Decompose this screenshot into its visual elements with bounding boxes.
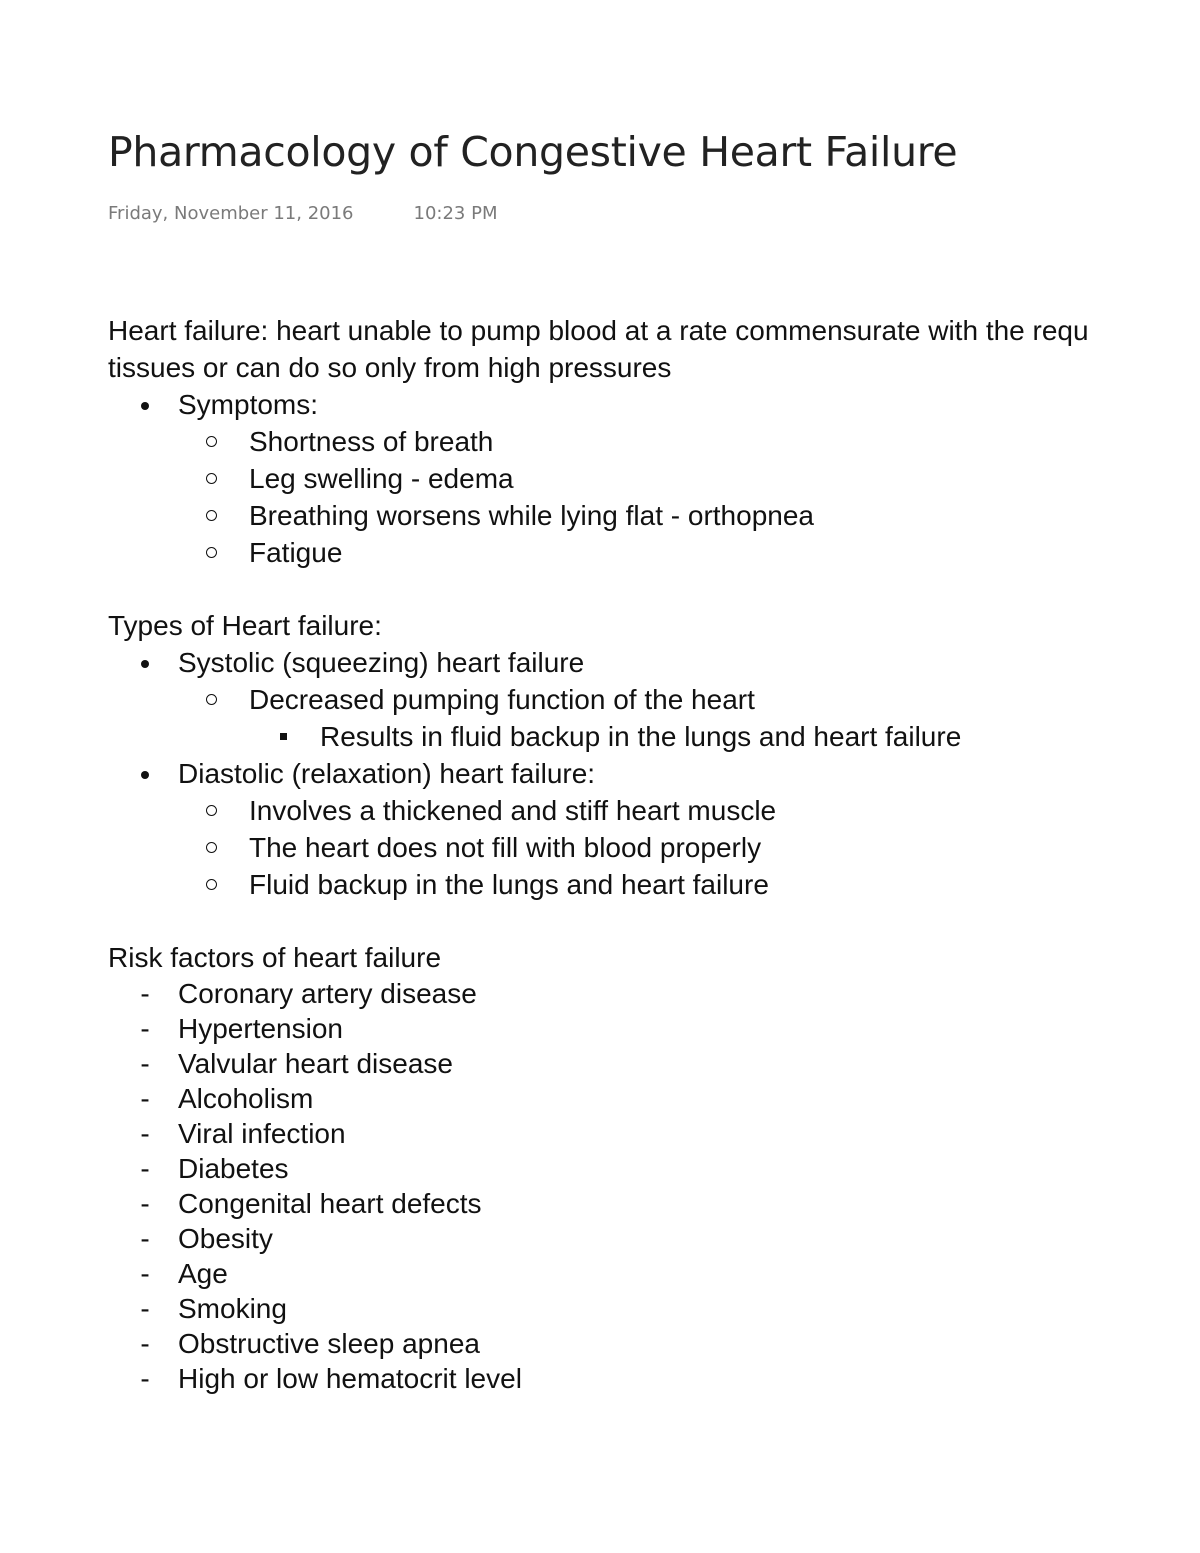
list-item-label: Obstructive sleep apnea bbox=[178, 1328, 480, 1359]
dash-bullet-icon: - bbox=[140, 1223, 150, 1254]
list-item-label: Hypertension bbox=[178, 1013, 343, 1044]
note-date: Friday, November 11, 2016 bbox=[108, 203, 354, 224]
risk-factor-item bbox=[108, 1326, 1200, 1361]
risk-factor-item bbox=[108, 1361, 1200, 1396]
list-item-diastolic bbox=[108, 755, 1200, 792]
list-item-diastolic-detail bbox=[108, 866, 1200, 903]
list-item-systolic bbox=[108, 644, 1200, 681]
note-body bbox=[108, 312, 1200, 1396]
risk-factor-item bbox=[108, 1221, 1200, 1256]
dash-bullet-icon: - bbox=[140, 1363, 150, 1394]
dash-bullet-icon: - bbox=[140, 1013, 150, 1044]
dash-bullet-icon: - bbox=[140, 1258, 150, 1289]
dash-bullet-icon: - bbox=[140, 1293, 150, 1324]
list-item-systolic-detail bbox=[108, 681, 1200, 718]
list-item-label: Leg swelling - edema bbox=[249, 463, 514, 494]
dash-bullet-icon: - bbox=[140, 1188, 150, 1219]
list-item-label: High or low hematocrit level bbox=[178, 1363, 522, 1394]
dash-bullet-icon: - bbox=[140, 1153, 150, 1184]
list-item-label: Decreased pumping function of the heart bbox=[249, 684, 755, 715]
risk-factor-item bbox=[108, 1081, 1200, 1116]
note-timestamp bbox=[108, 203, 498, 224]
list-item-symptom bbox=[108, 534, 1200, 571]
list-item-label: Alcoholism bbox=[178, 1083, 314, 1114]
page-title: Pharmacology of Congestive Heart Failure bbox=[108, 128, 958, 176]
list-item-diastolic-detail bbox=[108, 792, 1200, 829]
risk-factor-item bbox=[108, 1116, 1200, 1151]
list-item-label: Results in fluid backup in the lungs and heart failure bbox=[320, 721, 962, 752]
section-heading-types: Types of Heart failure: bbox=[108, 610, 382, 641]
paragraph-gap bbox=[108, 571, 1200, 607]
risk-factor-item bbox=[108, 1186, 1200, 1221]
intro-line-2: tissues or can do so only from high pressures bbox=[108, 352, 672, 383]
risk-factor-item bbox=[108, 1011, 1200, 1046]
risk-factor-list bbox=[108, 976, 1200, 1396]
dash-bullet-icon: - bbox=[140, 1048, 150, 1079]
list-item-symptom bbox=[108, 423, 1200, 460]
list-item-label: Obesity bbox=[178, 1223, 273, 1254]
dash-bullet-icon: - bbox=[140, 1083, 150, 1114]
list-item-symptom bbox=[108, 460, 1200, 497]
risk-factor-item bbox=[108, 1151, 1200, 1186]
list-item-label: Breathing worsens while lying flat - orthopnea bbox=[249, 500, 814, 531]
list-item-diastolic-detail bbox=[108, 829, 1200, 866]
risk-factor-item bbox=[108, 1291, 1200, 1326]
list-item-label: Systolic (squeezing) heart failure bbox=[178, 647, 585, 678]
list-item-label: Diabetes bbox=[178, 1153, 289, 1184]
list-item-label: Smoking bbox=[178, 1293, 287, 1324]
note-time: 10:23 PM bbox=[413, 203, 498, 224]
risk-factor-item bbox=[108, 1046, 1200, 1081]
list-item-symptom bbox=[108, 497, 1200, 534]
list-item-label: The heart does not fill with blood properly bbox=[249, 832, 762, 863]
list-item-label: Coronary artery disease bbox=[178, 978, 477, 1009]
intro-line-1: Heart failure: heart unable to pump blood at a rate commensurate with the requ bbox=[108, 315, 1089, 346]
dash-bullet-icon: - bbox=[140, 1118, 150, 1149]
section-heading-risk: Risk factors of heart failure bbox=[108, 942, 442, 973]
list-item-label: Shortness of breath bbox=[249, 426, 494, 457]
list-item-systolic-result bbox=[108, 718, 1200, 755]
list-item-label: Involves a thickened and stiff heart muscle bbox=[249, 795, 777, 826]
list-item-symptoms bbox=[108, 386, 1200, 423]
list-item-label: Fluid backup in the lungs and heart failure bbox=[249, 869, 769, 900]
dash-bullet-icon: - bbox=[140, 978, 150, 1009]
list-item-label: Viral infection bbox=[178, 1118, 346, 1149]
list-item-label: Valvular heart disease bbox=[178, 1048, 453, 1079]
list-item-label: Fatigue bbox=[249, 537, 343, 568]
list-item-label: Congenital heart defects bbox=[178, 1188, 482, 1219]
paragraph-gap bbox=[108, 903, 1200, 939]
dash-bullet-icon: - bbox=[140, 1328, 150, 1359]
risk-factor-item bbox=[108, 976, 1200, 1011]
list-item-label: Symptoms: bbox=[178, 389, 319, 420]
list-item-label: Age bbox=[178, 1258, 228, 1289]
risk-factor-item bbox=[108, 1256, 1200, 1291]
list-item-label: Diastolic (relaxation) heart failure: bbox=[178, 758, 596, 789]
